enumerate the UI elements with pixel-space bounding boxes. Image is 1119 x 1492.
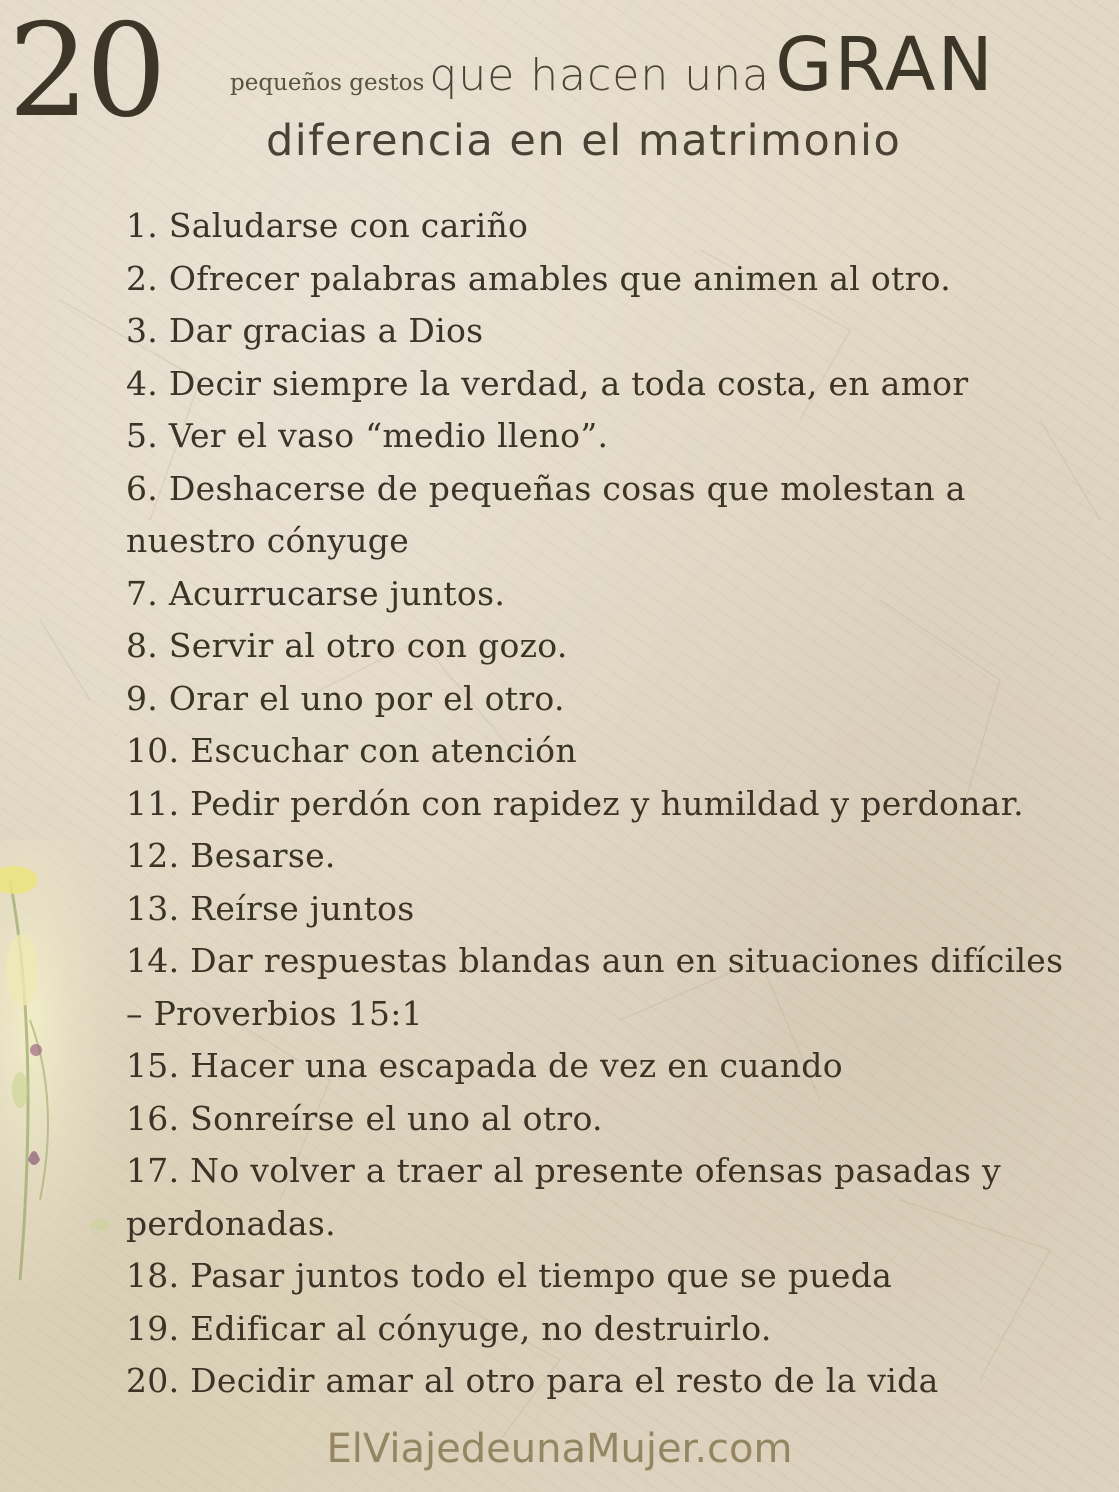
list-item: 15. Hacer una escapada de vez en cuando <box>126 1046 843 1085</box>
list-item: 11. Pedir perdón con rapidez y humildad y perdonar. <box>126 783 1024 823</box>
headline-small-words: pequeños gestos <box>230 70 425 96</box>
headline-line-1 <box>230 22 995 108</box>
gestures-list <box>126 200 1086 1408</box>
list-item: 8. Servir al otro con gozo. <box>126 626 568 665</box>
list-item: 17. No volver a traer al presente ofensas pasadas y perdonadas. <box>126 1151 1001 1243</box>
list-item: 4. Decir siempre la verdad, a toda costa, en amor <box>126 363 969 403</box>
list-item: 9. Orar el uno por el otro. <box>126 678 565 718</box>
list-item: 6. Deshacerse de pequeñas cosas que molestan a nuestro cónyuge <box>126 468 966 560</box>
list-item: 3. Dar gracias a Dios <box>126 311 484 350</box>
list-item: 2. Ofrecer palabras amables que animen al otro. <box>126 258 952 298</box>
list-item: 18. Pasar juntos todo el tiempo que se pueda <box>126 1256 893 1295</box>
list-item: 16. Sonreírse el uno al otro. <box>126 1098 603 1138</box>
list-item: 20. Decidir amar al otro para el resto de la vida <box>126 1361 939 1400</box>
headline-line-2: diferencia en el matrimonio <box>266 116 902 166</box>
list-item: 19. Edificar al cónyuge, no destruirlo. <box>126 1308 772 1348</box>
headline-mid-words: que hacen una <box>429 50 770 101</box>
list-item: 14. Dar respuestas blandas aun en situaciones difíciles – Proverbios 15:1 <box>126 941 1064 1033</box>
headline-emphasis: GRAN <box>775 22 995 108</box>
footer-site-url: ElViajedeunaMujer.com <box>326 1426 793 1472</box>
big-number-20: 20 <box>8 0 163 146</box>
list-item: 13. Reírse juntos <box>126 888 415 928</box>
list-item: 5. Ver el vaso “medio lleno”. <box>126 416 609 455</box>
list-item: 7. Acurrucarse juntos. <box>126 573 506 613</box>
list-item: 1. Saludarse con cariño <box>126 206 529 245</box>
list-item: 12. Besarse. <box>126 836 336 875</box>
list-item: 10. Escuchar con atención <box>126 731 577 770</box>
